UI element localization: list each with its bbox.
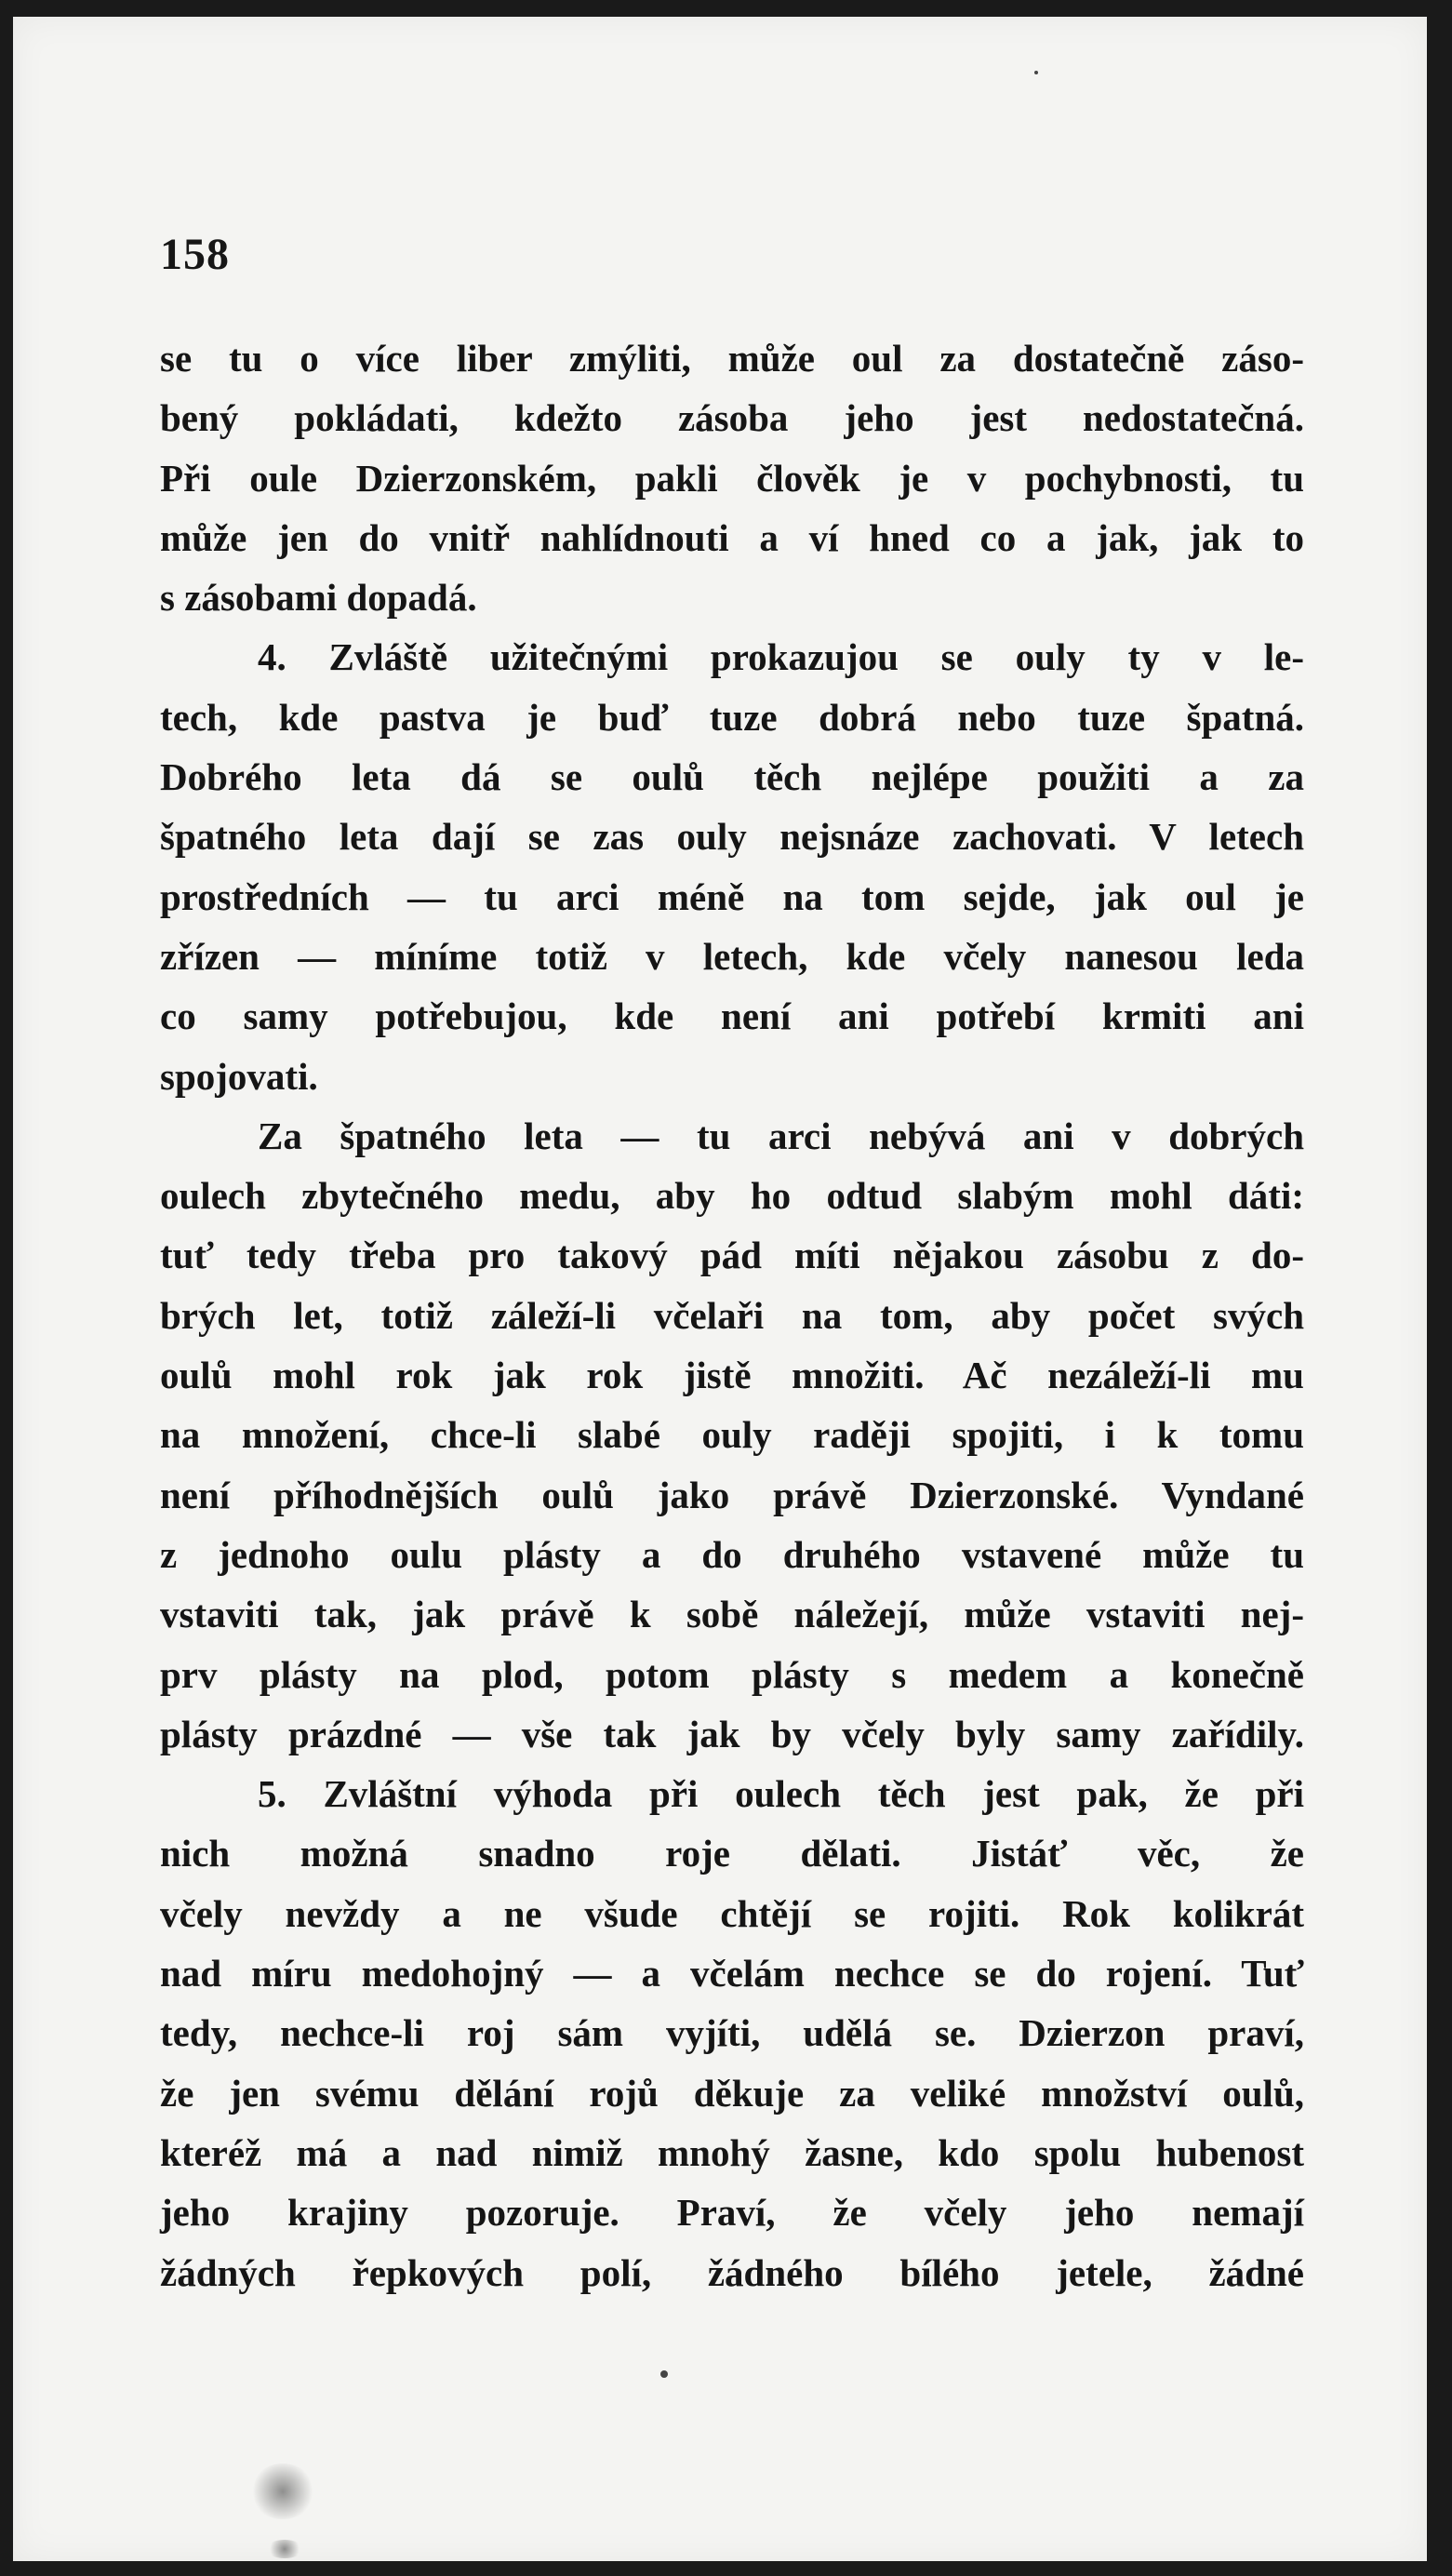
text-line: Dobrého leta dá se oulů těch nejlépe použiti a za <box>160 755 1304 799</box>
text-line: bený pokládati, kdežto zásoba jeho jest nedostatečná. <box>160 396 1304 440</box>
text-line: 4. Zvláště užitečnými prokazujou se ouly ty v le- <box>258 635 1304 679</box>
text-line: prv plásty na plod, potom plásty s medem a konečně <box>160 1652 1304 1696</box>
text-line: že jen svému dělání rojů děkuje za veliké množství oulů, <box>160 2071 1304 2115</box>
text-line: oulech zbytečného medu, aby ho odtud slabým mohl dáti: <box>160 1174 1304 1218</box>
text-line: co samy potřebujou, kde není ani potřebí krmiti ani <box>160 994 1304 1038</box>
ink-speck <box>660 2370 668 2378</box>
text-line: plásty prázdné — vše tak jak by včely byly samy zařídily. <box>160 1712 1304 1755</box>
text-line: z jednoho oulu plásty a do druhého vstavené může tu <box>160 1532 1304 1576</box>
text-line: 5. Zvláštní výhoda při oulech těch jest pak, že při <box>258 1772 1304 1816</box>
paper-smudge <box>266 2540 303 2558</box>
text-line: Při oule Dzierzonském, pakli člověk je v pochybnosti, tu <box>160 456 1304 500</box>
text-line: nich možná snadno roje dělati. Jistáť věc, že <box>160 1832 1304 1875</box>
text-line: prostředních — tu arci méně na tom sejde, jak oul je <box>160 874 1304 918</box>
text-line: spojovati. <box>160 1054 318 1098</box>
text-line: tuť tedy třeba pro takový pád míti nějakou zásobu z do- <box>160 1234 1304 1277</box>
text-line: oulů mohl rok jak rok jistě množiti. Ač nezáleží-li mu <box>160 1354 1304 1397</box>
text-line: nad míru medohojný — a včelám nechce se do rojení. Tuť <box>160 1952 1304 1995</box>
book-page <box>13 17 1427 2561</box>
text-line: s zásobami dopadá. <box>160 576 477 620</box>
text-line: může jen do vnitř nahlídnouti a ví hned co a jak, jak to <box>160 515 1304 559</box>
text-line: na množení, chce-li slabé ouly raději spojiti, i k tomu <box>160 1413 1304 1457</box>
text-line: tedy, nechce-li roj sám vyjíti, udělá se. Dzierzon praví, <box>160 2011 1304 2055</box>
text-line: žádných řepkových polí, žádného bílého jetele, žádné <box>160 2250 1304 2294</box>
text-line: zřízen — míníme totiž v letech, kde včely nanesou leda <box>160 934 1304 978</box>
ink-speck <box>1034 71 1038 74</box>
text-line: není příhodnějších oulů jako právě Dzierzonské. Vyndané <box>160 1473 1304 1516</box>
paper-smudge <box>250 2463 315 2519</box>
text-line: brých let, totiž záleží-li včelaři na tom, aby počet svých <box>160 1293 1304 1337</box>
text-line: vstaviti tak, jak právě k sobě náležejí, může vstaviti nej- <box>160 1593 1304 1636</box>
page-number: 158 <box>160 230 230 279</box>
text-line: Za špatného leta — tu arci nebývá ani v dobrých <box>258 1114 1304 1157</box>
text-line: tech, kde pastva je buď tuze dobrá nebo tuze špatná. <box>160 695 1304 739</box>
text-line: se tu o více liber zmýliti, může oul za dostatečně záso- <box>160 337 1304 380</box>
text-line: špatného leta dají se zas ouly nejsnáze zachovati. V letech <box>160 815 1304 859</box>
text-line: jeho krajiny pozoruje. Praví, že včely jeho nemají <box>160 2191 1304 2235</box>
body-text <box>160 328 1304 2302</box>
text-line: kteréž má a nad nimiž mnohý žasne, kdo spolu hubenost <box>160 2130 1304 2174</box>
text-line: včely nevždy a ne všude chtějí se rojiti. Rok kolikrát <box>160 1891 1304 1935</box>
